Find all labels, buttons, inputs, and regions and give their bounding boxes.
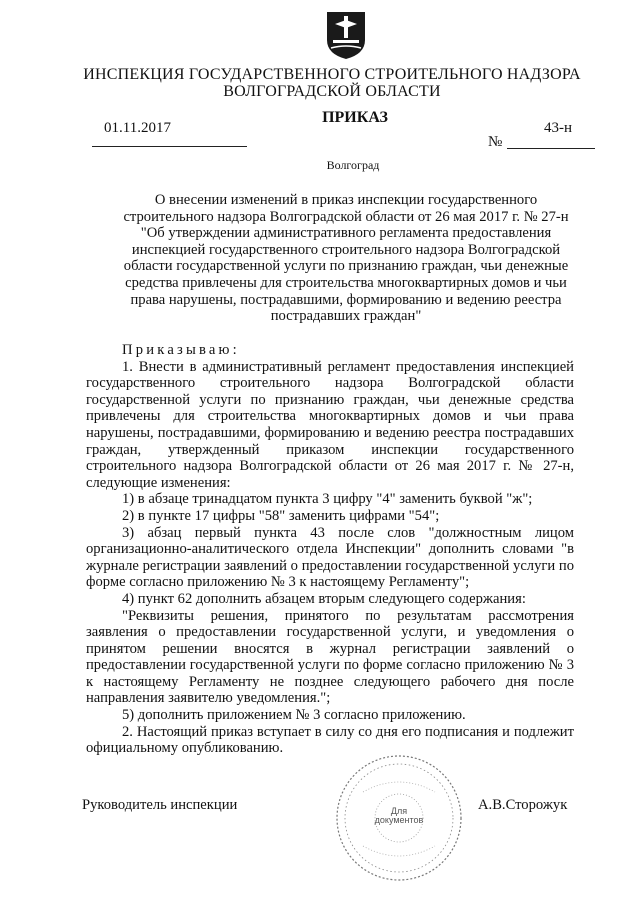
paragraph-1-item-2: 2) в пункте 17 цифры "58" заменить цифрами "54"; (122, 507, 440, 524)
subject-line: О внесении изменений в приказ инспекции государственного (154, 192, 538, 208)
order-word: Приказываю: (122, 342, 240, 358)
document-date: 01.11.2017 (104, 120, 171, 136)
paragraph-1-item-5: 5) дополнить приложением № 3 согласно приложению. (122, 707, 466, 724)
stamp-text-line1: Для (390, 806, 408, 816)
subject-line: инспекцией государственного строительного надзора Волгоградской (131, 241, 561, 258)
paragraph-2: 2. Настоящий приказ вступает в силу со дня его подписания и подлежит официальному опубликованию. (86, 723, 574, 757)
subject-line: пострадавших граждан" (270, 308, 422, 325)
subject-line: области государственной услуги по признанию граждан, чьи денежные (123, 258, 569, 275)
volgograd-emblem-icon (325, 10, 367, 60)
document-subject (96, 192, 596, 325)
paragraph-1-item-3: 3) абзац первый пункта 43 после слов "должностным лицом организационно-аналитического отдела Инспекции" дополнить словами "в журнале регистрации заявлений о предоставлении государственной услуги по форме согласно приложению № 3 к настоящему Регламенту"; (86, 524, 574, 591)
stamp-text-line2: документов (374, 815, 424, 825)
subject-line: права нарушены, пострадавшими, формированию и ведению реестра (130, 291, 562, 308)
document-number: 43-н (544, 120, 573, 136)
paragraph-1: 1. Внести в административный регламент предоставления инспекцией государственного строительного надзора Волгоградской области государственной услуги по признанию граждан, чьи денежные средства привлечены для строительства многоквартирных домов и чьи права нарушены, пострадавшими, формированию и ведению реестра пострадавших граждан, утвержденный приказом инспекции государственного строительного надзора Волгоградской области от 26 мая 2017 г. № 27-н, следующие изменения: (86, 358, 574, 491)
organization-name-line2: ВОЛГОГРАДСКОЙ ОБЛАСТИ (223, 83, 441, 100)
date-underline (92, 146, 247, 147)
paragraph-1-item-1: 1) в абзаце тринадцатом пункта 3 цифру "4" заменить буквой "ж"; (122, 491, 533, 508)
paragraph-1-item-4-quote: "Реквизиты решения, принятого по результатам рассмотрения заявления о предоставлении государственной услуги, и уведомления о принятом решении вносятся в журнал регистрации заявлений о предоставлении государственной услуги по форме согласно приложению № 3 к настоящему Регламенту не позднее следующего рабочего дня после направления заявителю уведомления."; (86, 607, 574, 707)
signatory-name: А.В.Сторожук (478, 797, 568, 813)
subject-line: строительного надзора Волгоградской области от 26 мая 2017 г. № 27-н (123, 208, 569, 225)
signatory-position: Руководитель инспекции (82, 797, 238, 813)
paragraph-1-item-4: 4) пункт 62 дополнить абзацем вторым следующего содержания: (122, 590, 526, 607)
subject-line: средства привлечены для строительства многоквартирных домов и чьи (125, 274, 567, 291)
number-underline (507, 148, 595, 149)
number-sign: № (488, 134, 503, 150)
document-city: Волгоград (326, 158, 380, 172)
document-body (86, 342, 574, 757)
organization-name-line1: ИНСПЕКЦИЯ ГОСУДАРСТВЕННОГО СТРОИТЕЛЬНОГО НАДЗОРА (83, 66, 581, 83)
subject-line: "Об утверждении административного регламента предоставления (140, 225, 552, 242)
document-type-title: ПРИКАЗ (322, 109, 388, 126)
